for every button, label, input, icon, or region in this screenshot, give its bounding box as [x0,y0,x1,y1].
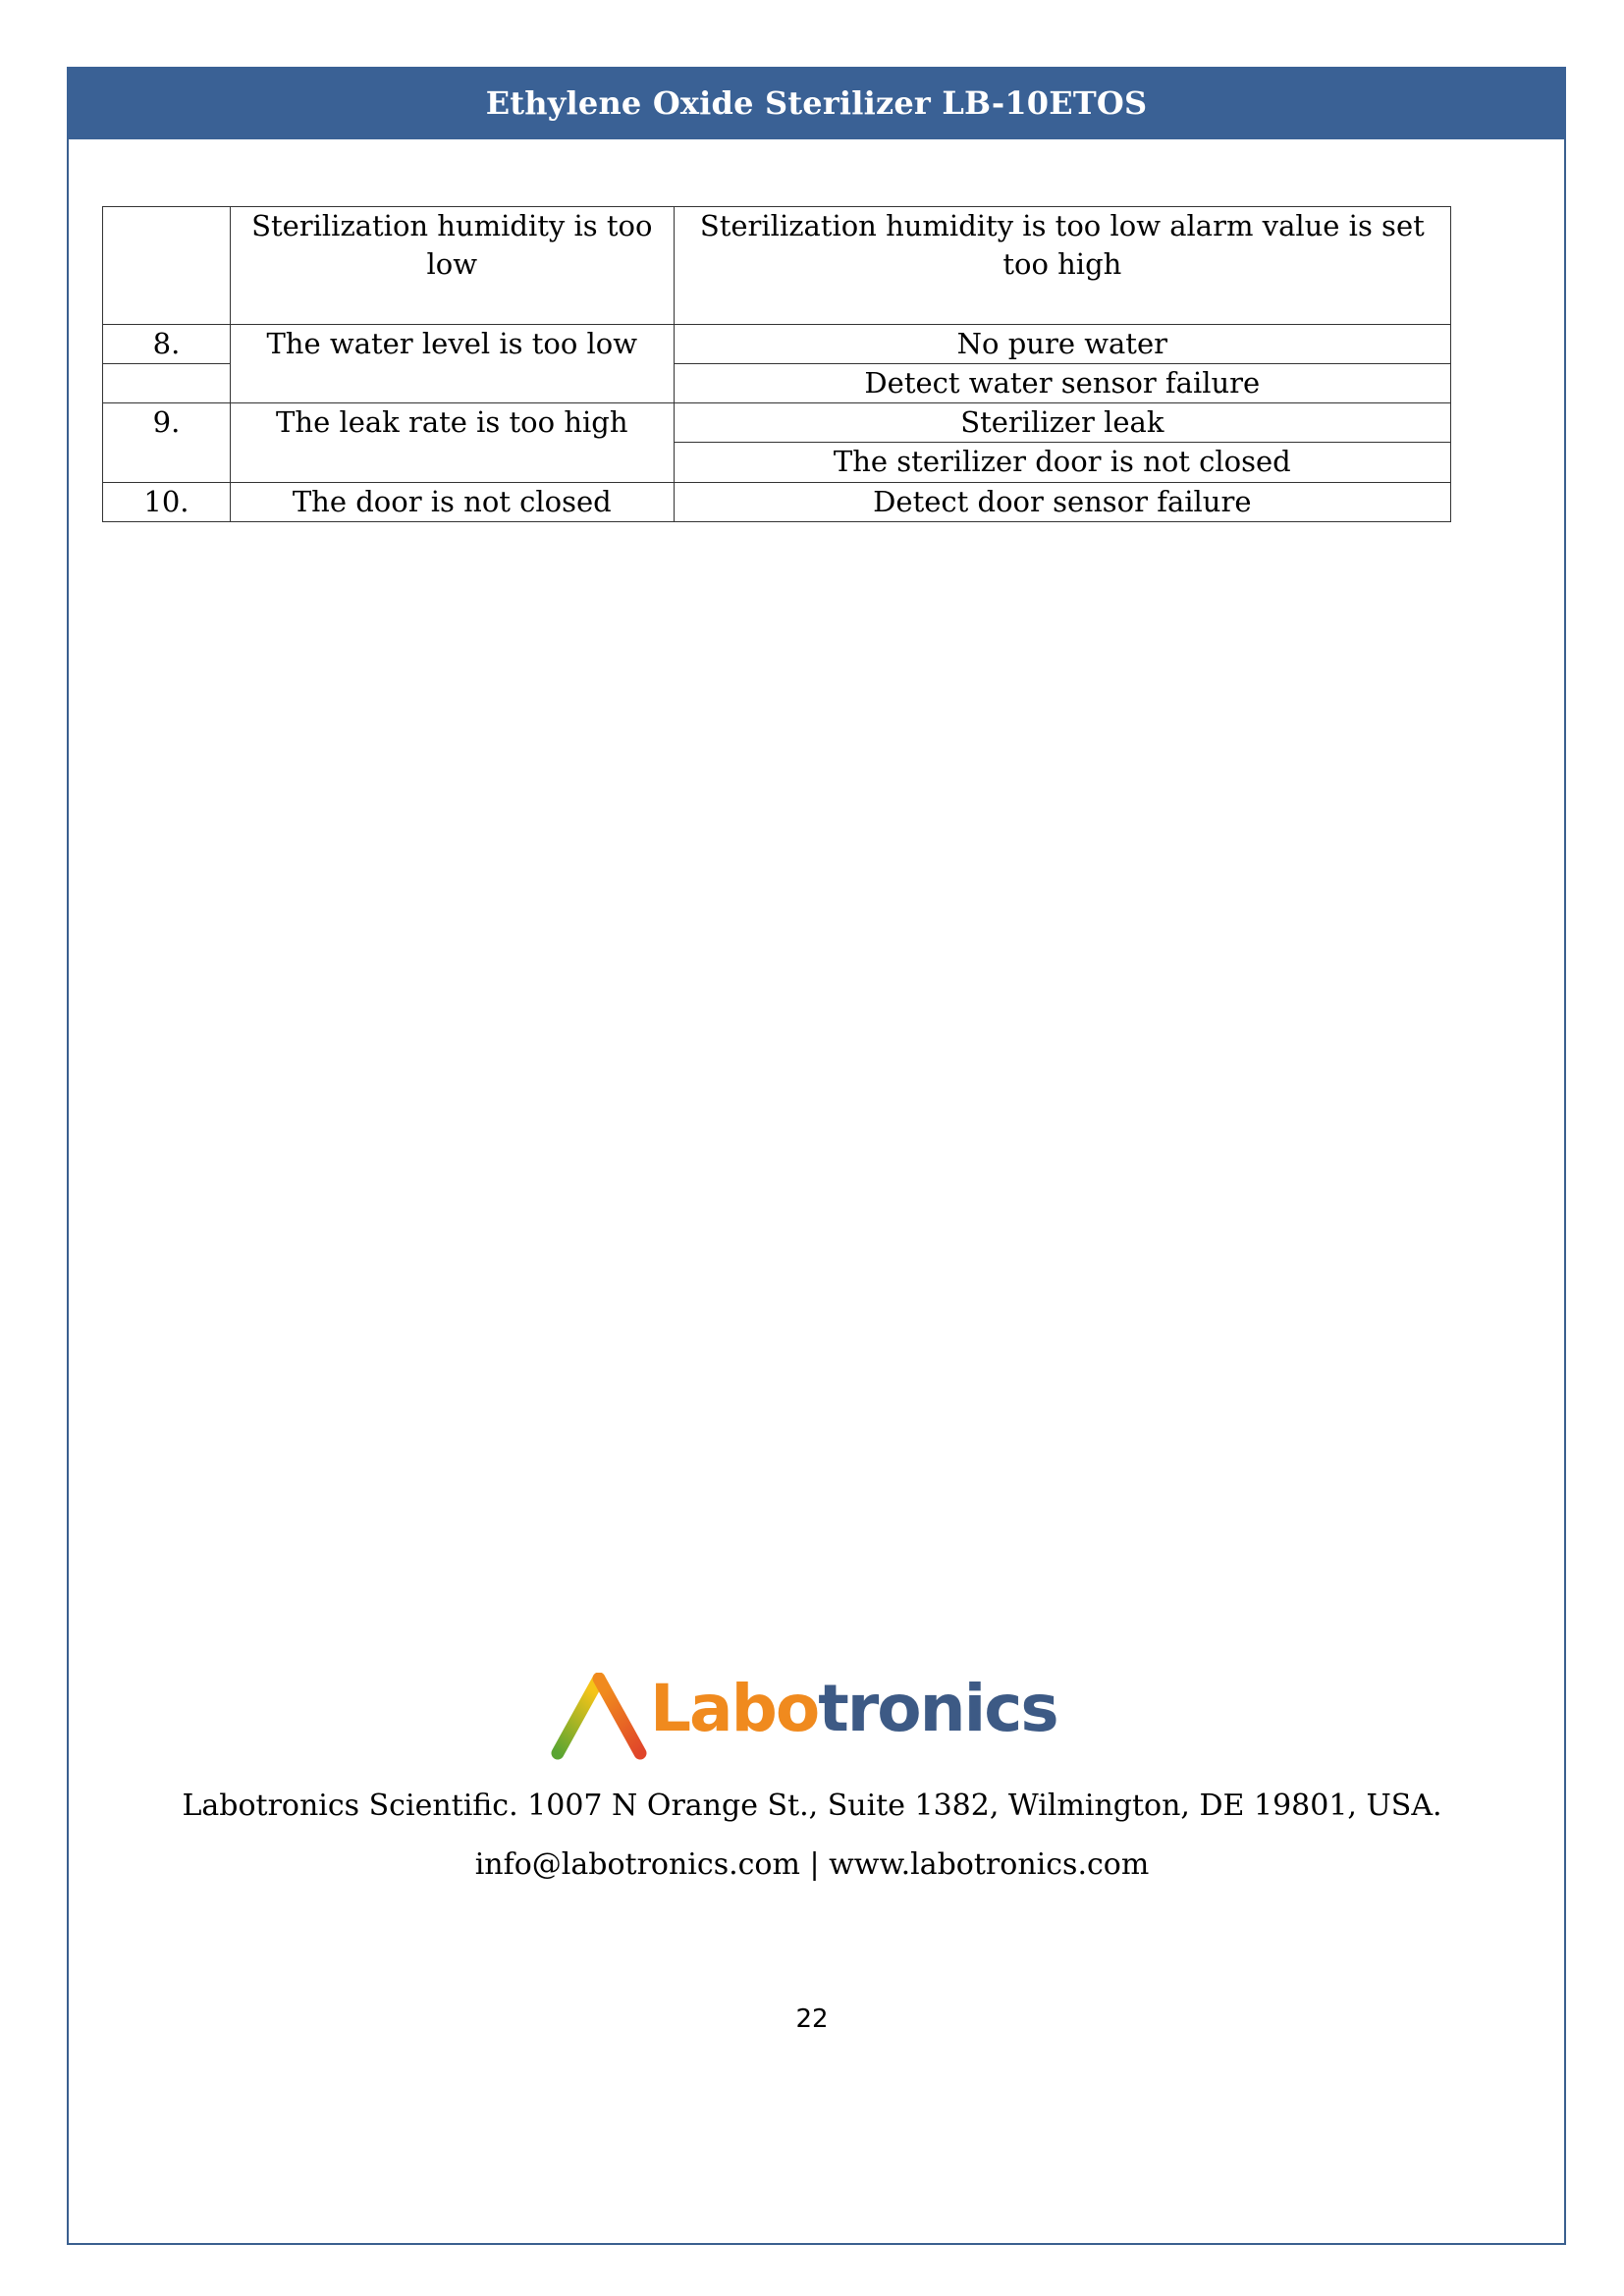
labotronics-logo [550,1669,1057,1767]
table-row [103,325,1451,364]
table-row [103,482,1451,521]
cause-cell: Sterilizer leak [674,403,1450,443]
cause-cell: Detect door sensor failure [674,482,1450,521]
cause-cell: Detect water sensor failure [674,364,1450,403]
logo-wordmark-labo: Labo [650,1671,819,1746]
document-title: Ethylene Oxide Sterilizer LB-10ETOS [485,84,1148,122]
table-row [103,207,1451,325]
cause-cell: Sterilization humidity is too low alarm value is set too high [674,207,1450,325]
fault-cell: The water level is too low [230,325,674,403]
row-number: 9. [103,403,231,482]
page-number: 22 [795,2004,829,2034]
logo-wordmark-tronics: tronics [818,1671,1057,1746]
fault-cell: The leak rate is too high [230,403,674,482]
table-row [103,403,1451,443]
company-address: Labotronics Scientific. 1007 N Orange St., Suite 1382, Wilmington, DE 19801, USA. [182,1789,1442,1823]
cause-cell: No pure water [674,325,1450,364]
fault-cell: The door is not closed [230,482,674,521]
row-number: 8. [103,325,231,364]
cause-cell: The sterilizer door is not closed [674,443,1450,482]
fault-cell: Sterilization humidity is too low [230,207,674,325]
fault-table [102,206,1451,522]
triangle-logo-icon [550,1673,648,1763]
company-contact: info@labotronics.com | www.labotronics.com [474,1847,1150,1882]
document-header [67,67,1566,139]
logo-wordmark [650,1671,1057,1746]
row-number: 10. [103,482,231,521]
row-number [103,207,231,325]
row-number-empty [103,364,231,403]
